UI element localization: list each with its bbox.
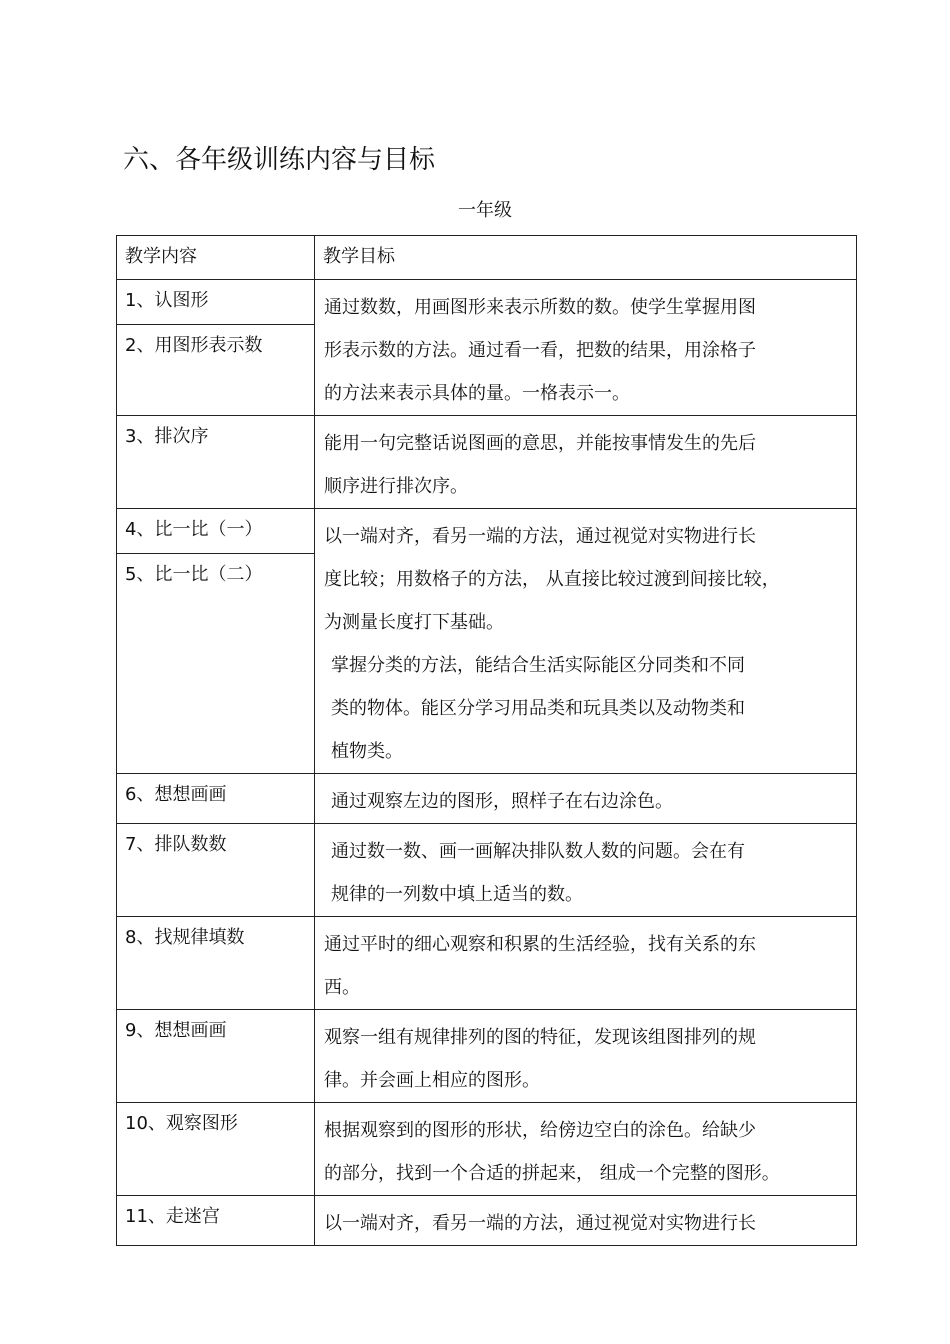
content-cell: 11、走迷宫 bbox=[117, 1196, 315, 1246]
goal-line: 类的物体。能区分学习用品类和玩具类以及动物类和 bbox=[331, 698, 745, 719]
goal-line: 通过数一数、画一画解决排队数人数的问题。会在有 bbox=[331, 841, 745, 862]
table-row bbox=[117, 416, 857, 509]
training-table bbox=[116, 235, 857, 1246]
table-row bbox=[117, 1103, 857, 1196]
table-row bbox=[117, 774, 857, 824]
table-row bbox=[117, 280, 857, 325]
goal-line: 植物类。 bbox=[331, 741, 403, 762]
content-cell: 8、找规律填数 bbox=[117, 917, 315, 1010]
goal-line: 能用一句完整话说图画的意思，并能按事情发生的先后 bbox=[324, 433, 756, 454]
table-header-row bbox=[117, 236, 857, 280]
goal-cell bbox=[315, 1103, 857, 1196]
table-row bbox=[117, 917, 857, 1010]
grade-title: 一年级 bbox=[458, 200, 512, 221]
content-cell: 5、比一比（二） bbox=[117, 553, 315, 774]
goal-line: 西。 bbox=[324, 977, 360, 998]
content-cell: 4、比一比（一） bbox=[117, 509, 315, 554]
goal-line: 通过观察左边的图形，照样子在右边涂色。 bbox=[331, 791, 673, 812]
goal-cell bbox=[315, 824, 857, 917]
content-cell: 9、想想画画 bbox=[117, 1010, 315, 1103]
goal-cell bbox=[315, 509, 857, 774]
content-cell: 1、认图形 bbox=[117, 280, 315, 325]
content-cell: 6、想想画画 bbox=[117, 774, 315, 824]
content-cell: 3、排次序 bbox=[117, 416, 315, 509]
section-heading: 六、各年级训练内容与目标 bbox=[123, 145, 436, 175]
header-cell-content: 教学内容 bbox=[117, 236, 315, 280]
goal-line: 度比较；用数格子的方法， 从直接比较过渡到间接比较， bbox=[324, 569, 780, 590]
goal-line: 形表示数的方法。通过看一看，把数的结果，用涂格子 bbox=[324, 340, 756, 361]
goal-line: 规律的一列数中填上适当的数。 bbox=[331, 884, 583, 905]
goal-cell bbox=[315, 774, 857, 824]
goal-line: 的部分，找到一个合适的拼起来， 组成一个完整的图形。 bbox=[324, 1163, 780, 1184]
content-cell: 10、观察图形 bbox=[117, 1103, 315, 1196]
goal-line: 掌握分类的方法，能结合生活实际能区分同类和不同 bbox=[331, 655, 745, 676]
goal-cell bbox=[315, 917, 857, 1010]
goal-line: 为测量长度打下基础。 bbox=[324, 612, 504, 633]
goal-line: 的方法来表示具体的量。一格表示一。 bbox=[324, 383, 630, 404]
table-row bbox=[117, 1196, 857, 1246]
goal-line: 顺序进行排次序。 bbox=[324, 476, 468, 497]
goal-line: 以一端对齐，看另一端的方法，通过视觉对实物进行长 bbox=[324, 1213, 756, 1234]
table-row bbox=[117, 824, 857, 917]
goal-line: 根据观察到的图形的形状，给傍边空白的涂色。给缺少 bbox=[324, 1120, 756, 1141]
goal-line: 以一端对齐，看另一端的方法，通过视觉对实物进行长 bbox=[324, 526, 756, 547]
goal-cell bbox=[315, 1196, 857, 1246]
goal-line: 通过平时的细心观察和积累的生活经验，找有关系的东 bbox=[324, 934, 756, 955]
goal-line: 观察一组有规律排列的图的特征，发现该组图排列的规 bbox=[324, 1027, 756, 1048]
content-cell: 2、用图形表示数 bbox=[117, 325, 315, 416]
goal-line: 律。并会画上相应的图形。 bbox=[324, 1070, 540, 1091]
table-row bbox=[117, 509, 857, 554]
goal-cell bbox=[315, 416, 857, 509]
goal-line: 通过数数，用画图形来表示所数的数。使学生掌握用图 bbox=[324, 297, 756, 318]
goal-cell bbox=[315, 1010, 857, 1103]
goal-cell bbox=[315, 280, 857, 416]
content-cell: 7、排队数数 bbox=[117, 824, 315, 917]
header-cell-goal: 教学目标 bbox=[315, 236, 857, 280]
table-row bbox=[117, 1010, 857, 1103]
